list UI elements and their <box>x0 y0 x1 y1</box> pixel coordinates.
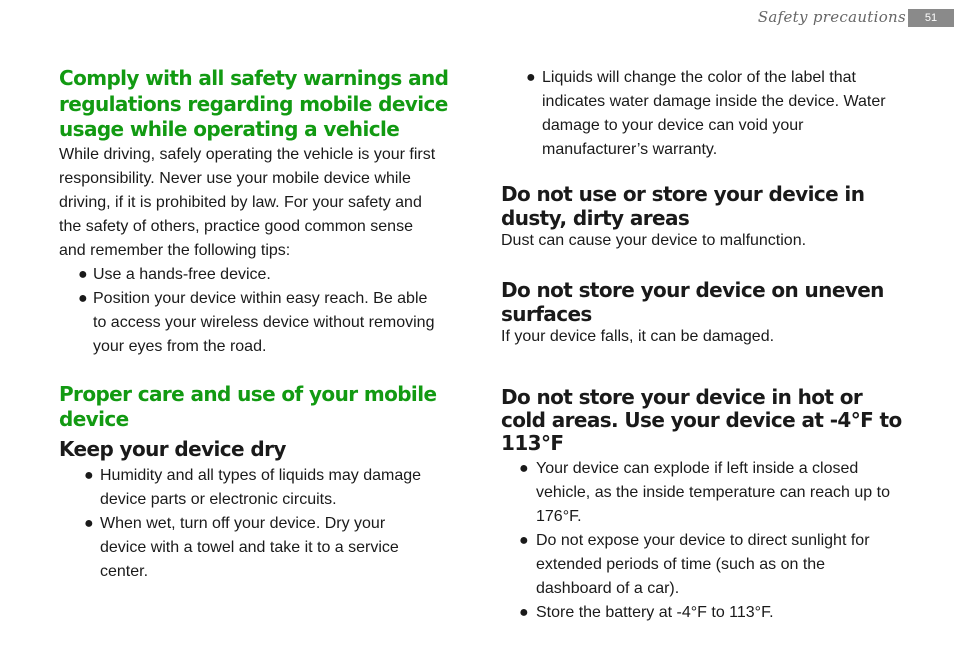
dusty-text: Dust can cause your device to malfunction. <box>501 232 807 249</box>
list-item-text: Liquids will change the color of the label that indicates water damage inside the device. Water damage to your device can void your manufacturer’s warranty. <box>542 69 886 158</box>
bullet-icon: ● <box>519 460 529 477</box>
list-item-text: When wet, turn off your device. Dry your device with a towel and take it to a service center. <box>100 515 399 580</box>
heading-temperature: Do not store your device in hot or cold areas. Use your device at -4°F to 113°F <box>501 385 902 455</box>
list-item-text: Position your device within easy reach. Be able to access your wireless device without removing your eyes from the road. <box>93 289 435 355</box>
heading-dusty-areas: Do not use or store your device in dusty, dirty areas <box>501 182 865 230</box>
list-item <box>84 464 460 512</box>
list-item <box>78 287 438 359</box>
list-item-text: Humidity and all types of liquids may damage device parts or electronic circuits. <box>100 467 422 508</box>
uneven-text: If your device falls, it can be damaged. <box>501 328 775 345</box>
list-item-text: Store the battery at -4°F to 113°F. <box>536 604 774 621</box>
heading-keep-dry: Keep your device dry <box>59 436 286 461</box>
list-item <box>78 263 438 287</box>
list-item <box>519 529 888 601</box>
vehicle-intro-text: While driving, safely operating the vehicle is your first responsibility. Never use your mobile device while driving, if it is prohibited by law. For your safety and the safety of others, practice good common sense and remember the following tips: <box>59 145 436 259</box>
list-item <box>519 601 888 625</box>
list-item-text: Your device can explode if left inside a closed vehicle, as the inside temperature can reach up to 176°F. <box>536 460 890 525</box>
bullet-icon: ● <box>526 69 536 86</box>
right-column <box>501 66 921 625</box>
list-item <box>519 457 898 529</box>
bullet-icon: ● <box>519 604 529 621</box>
list-item-text: Do not expose your device to direct sunlight for extended periods of time (such as on the dashboard of a car). <box>536 532 870 597</box>
heading-uneven-surfaces: Do not store your device on uneven surfaces <box>501 278 884 326</box>
bullet-icon: ● <box>519 532 529 549</box>
bullet-icon: ● <box>84 515 94 532</box>
list-item <box>526 66 890 162</box>
heading-proper-care: Proper care and use of your mobile device <box>59 381 437 431</box>
list-item <box>84 512 432 584</box>
heading-vehicle-safety: Comply with all safety warnings and regulations regarding mobile device usage while operating a vehicle <box>59 66 449 141</box>
bullet-icon: ● <box>78 265 88 283</box>
bullet-icon: ● <box>84 467 94 484</box>
bullet-icon: ● <box>78 289 88 307</box>
page-number: 51 <box>908 9 954 27</box>
section-title: Safety precautions <box>757 8 906 26</box>
list-item-text: Use a hands-free device. <box>93 265 271 283</box>
left-column <box>59 66 469 584</box>
